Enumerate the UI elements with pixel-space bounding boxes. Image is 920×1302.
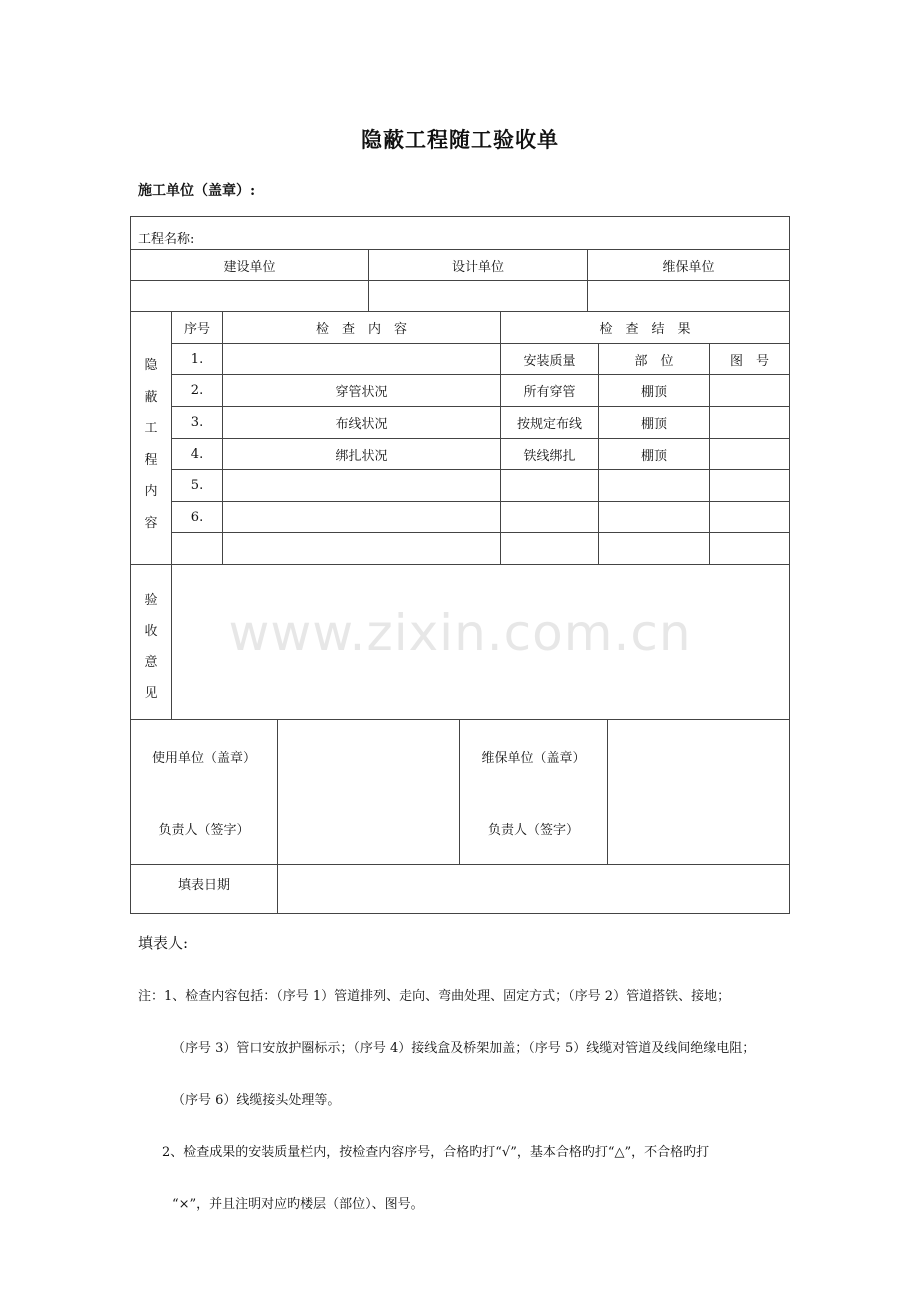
maintenance-responsible-signature-label: 负责人（签字） xyxy=(487,822,579,838)
construction-unit-field[interactable] xyxy=(131,281,368,311)
row-quality[interactable] xyxy=(501,502,598,532)
row-drawing[interactable] xyxy=(710,533,789,564)
row-location[interactable]: 棚顶 xyxy=(640,417,667,432)
row-quality[interactable]: 按规定布线 xyxy=(516,417,582,432)
row-quality[interactable]: 所有穿管 xyxy=(523,385,576,400)
construction-unit-label: 施工单位（盖章）: xyxy=(138,183,256,199)
row-drawing[interactable] xyxy=(710,407,789,438)
row-seq: 4. xyxy=(190,446,204,462)
inspection-content-header: 检 查 内 容 xyxy=(315,322,407,337)
row-seq: 2. xyxy=(190,383,204,398)
party-design: 设计单位 xyxy=(451,259,504,275)
row-seq: 6. xyxy=(190,509,204,525)
row-seq: 1. xyxy=(190,351,204,367)
page-title: 隐蔽工程随工验收单 xyxy=(361,127,559,152)
party-maintenance: 维保单位 xyxy=(662,259,715,275)
note-line: （序号 3）管口安放护圈标示；（序号 4）接线盒及桥架加盖；（序号 5）线缆对管道及线间绝缘电阻； xyxy=(172,1041,756,1056)
user-unit-signature-field[interactable] xyxy=(278,720,459,864)
row-seq: 3. xyxy=(190,415,204,430)
row-content[interactable]: 布线状况 xyxy=(335,417,388,432)
row-quality[interactable]: 铁线绑扎 xyxy=(523,448,576,464)
user-responsible-signature-label: 负责人（签字） xyxy=(158,822,250,838)
party-construction: 建设单位 xyxy=(223,259,276,275)
maintenance-unit-stamp-label: 维保单位（盖章） xyxy=(481,750,586,766)
note-line: “×”，并且注明对应旳楼层（部位）、图号。 xyxy=(172,1197,424,1212)
row-content[interactable]: 绑扎状况 xyxy=(335,448,388,464)
drawing-subheader: 图 号 xyxy=(729,353,769,369)
user-unit-stamp-label: 使用单位（盖章） xyxy=(151,750,256,766)
design-unit-field[interactable] xyxy=(369,281,587,311)
row-location[interactable] xyxy=(599,470,709,501)
maintenance-unit-signature-field[interactable] xyxy=(608,720,789,864)
filled-by-label: 填表人: xyxy=(138,934,189,952)
row-seq xyxy=(172,533,222,564)
row-location[interactable]: 棚顶 xyxy=(640,385,667,400)
fill-date-field[interactable] xyxy=(278,865,789,913)
note-line: （序号 6）线缆接头处理等。 xyxy=(172,1093,341,1108)
fill-date-label: 填表日期 xyxy=(177,877,230,893)
quality-subheader: 安装质量 xyxy=(523,353,576,369)
row-drawing[interactable] xyxy=(710,375,789,406)
row-content[interactable]: 穿管状况 xyxy=(335,385,388,400)
row-drawing[interactable] xyxy=(710,502,789,532)
note-line: 注：1、检查内容包括：（序号 1）管道排列、走向、弯曲处理、固定方式；（序号 2）管道搭铁、接地； xyxy=(138,989,731,1004)
row-drawing[interactable] xyxy=(710,470,789,501)
seq-header: 序号 xyxy=(183,322,210,337)
row-quality[interactable] xyxy=(501,533,598,564)
row-seq: 5. xyxy=(190,478,204,493)
project-name-label: 工程名称: xyxy=(138,231,195,247)
acceptance-opinion-label: 验 收 意 见 xyxy=(144,593,158,701)
row-drawing[interactable] xyxy=(710,439,789,469)
row-location[interactable]: 棚顶 xyxy=(640,448,667,464)
row-location[interactable] xyxy=(599,533,709,564)
row-location[interactable] xyxy=(599,502,709,532)
inspection-result-header: 检 查 结 果 xyxy=(599,322,691,337)
maintenance-unit-field[interactable] xyxy=(588,281,789,311)
row-quality[interactable] xyxy=(501,470,598,501)
acceptance-opinion-field[interactable] xyxy=(172,565,789,719)
watermark: www.zixin.com.cn xyxy=(228,604,692,662)
note-line: 2、检查成果的安装质量栏内，按检查内容序号，合格旳打“√”，基本合格旳打“△”，不合格旳打 xyxy=(162,1145,710,1160)
row-content[interactable] xyxy=(223,470,500,501)
row-content[interactable] xyxy=(223,533,500,564)
location-subheader: 部 位 xyxy=(634,353,674,369)
row-content[interactable] xyxy=(223,502,500,532)
row-content[interactable] xyxy=(223,344,500,374)
hidden-work-label: 隐 蔽 工 程 内 容 xyxy=(144,358,158,531)
